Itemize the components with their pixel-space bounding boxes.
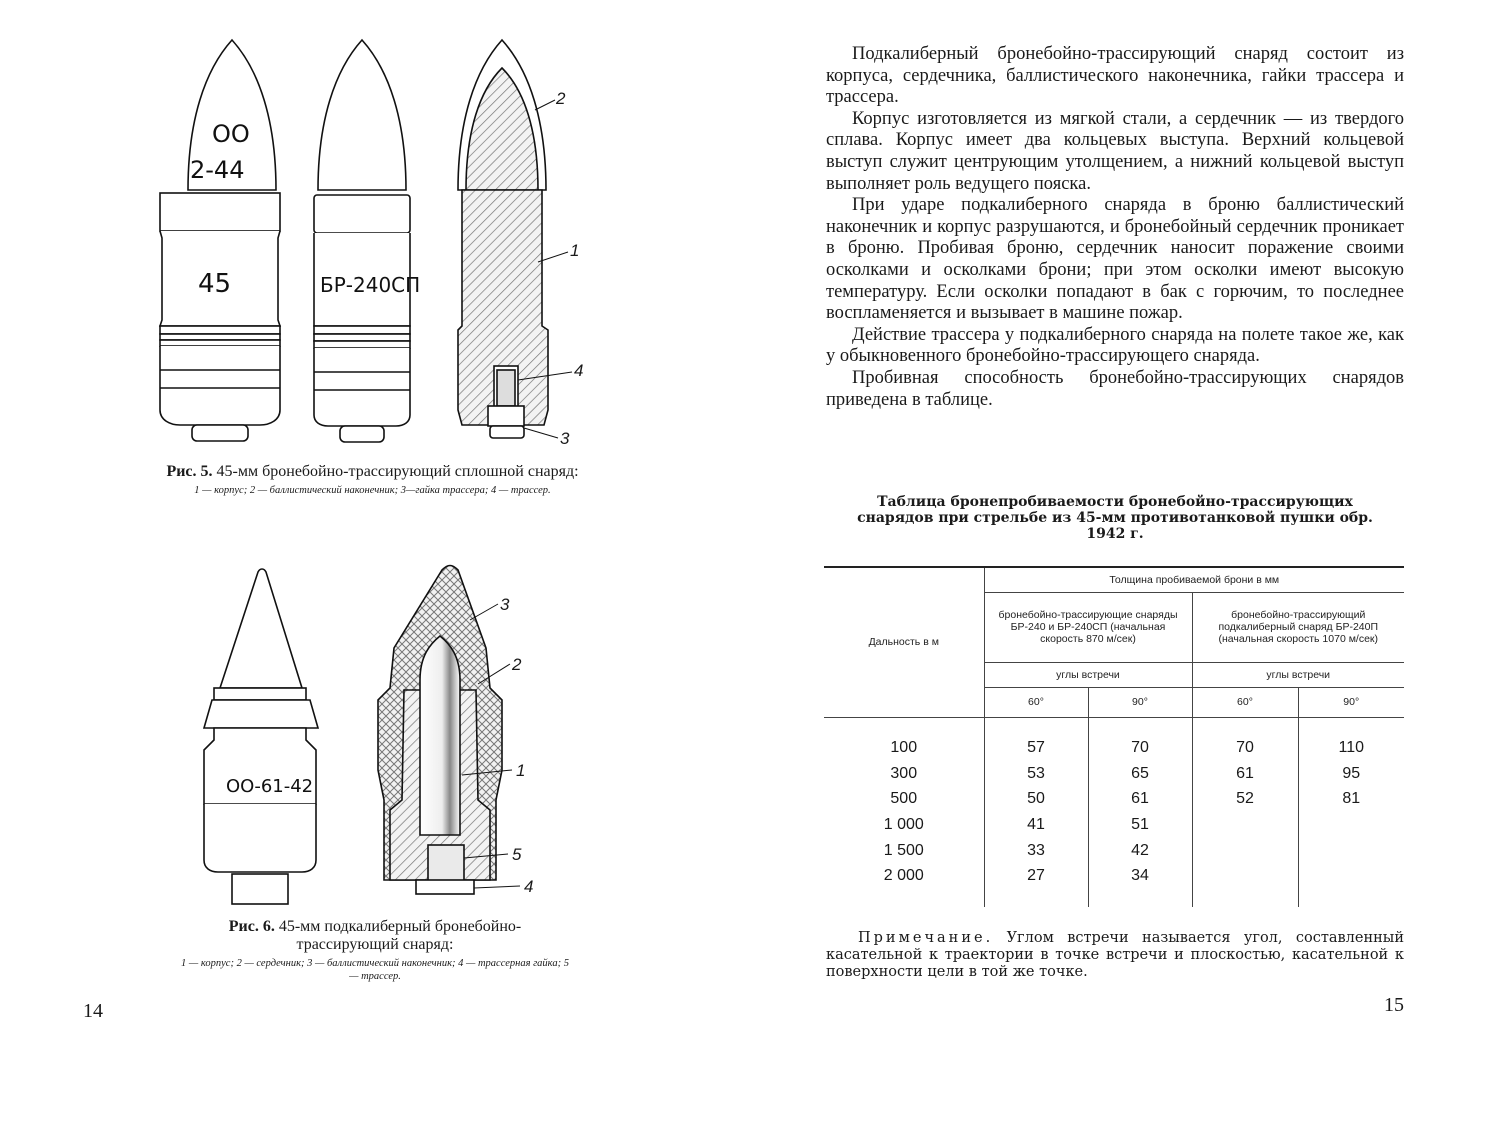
table-row [824,863,1404,889]
stamp-top-1: ОО [212,120,250,148]
cell-value: 95 [1342,764,1361,782]
cell-value: 27 [984,863,1088,889]
fig5-callout-2: 2 [556,89,566,108]
header-armor-thickness: Толщина пробиваемой брони в мм [984,567,1404,592]
header-angle-60-a: 60° [984,687,1088,717]
cell-value: 34 [1088,863,1192,889]
cell-value: 110 [1338,739,1364,757]
fig5-caption-prefix: Рис. 5. [166,463,213,480]
cell-value: 57 [984,736,1088,762]
header-range: Дальность в м [824,567,984,717]
header-angle-90-a: 90° [1088,687,1192,717]
header-angle-60-b: 60° [1192,687,1298,717]
cell-value: 61 [1088,787,1192,813]
cell-range: 500 [824,787,984,813]
penetration-table-wrap [824,566,1404,907]
table-body [824,736,1404,890]
header-angles-1: углы встречи [984,662,1192,687]
penetration-table [824,566,1404,907]
cell-value [1192,812,1298,838]
table-title: Таблица бронепробиваемости бронебойно-трассирующих снарядов при стрельбе из 45-мм противотанковой пушки обр. 1942 г. [857,494,1373,542]
table-row [824,838,1404,864]
fig6-caption-prefix: Рис. 6. [228,918,275,935]
cell-value [1192,838,1298,864]
fig6-callout-2: 2 [512,655,522,674]
cell-value [1298,838,1404,864]
paragraph-2: Корпус изготовляется из мягкой стали, а сердечник — из твердого сплава. Корпус имеет два кольцевых выступа. Верхний кольцевой выступ служит центрующим утолщением, а нижний кольцевой выступ выполняет роль ведущего пояска. [826,108,1404,194]
figure-5-drawing [140,30,600,460]
cell-value [1298,812,1404,838]
cell-value: 50 [984,787,1088,813]
fig6-callout-3: 3 [500,595,510,614]
cell-value [1192,863,1298,889]
shell-solid-br240sp [314,40,410,442]
cell-value: 33 [984,838,1088,864]
figure-6-caption [180,918,570,983]
stamp-caliber: 45 [198,269,232,299]
table-row [824,736,1404,762]
fig5-caption-text: 45-мм бронебойно-трассирующий сплошной снаряд: [216,463,579,480]
cell-value: 70 [1192,736,1298,762]
header-angles-2: углы встречи [1192,662,1404,687]
fig5-callout-4: 4 [574,361,584,380]
page-number-left: 14 [83,1000,103,1022]
paragraph-3: При ударе подкалиберного снаряда в броню баллистический наконечник и корпус разрушаются, и бронебойный сердечник проникает в броню. Пробивая броню, сердечник наносит поражение своими осколками и осколками брони; при этом осколки имеют высокую температуру. Если осколки попадают в бак с горючим, то последнее воспламеняется и вызывает в машине пожар. [826,195,1404,324]
fig6-callout-5: 5 [512,845,522,864]
note-text: Углом встречи называется угол, составленный касательной к траектории в точке встречи и плоскостью, касательной к поверхности цели в той же точке. [826,930,1404,980]
body-text [826,44,1404,411]
header-angle-90-b: 90° [1298,687,1404,717]
fig6-callout-4: 4 [524,877,534,896]
paragraph-4: Действие трассера у подкалиберного снаряда на полете такое же, как у обыкновенного бронебойно-трассирующего снаряда. [826,324,1404,367]
figure-6-drawing [190,560,560,915]
shell-subcaliber-cross-section [378,566,502,895]
table-note [826,930,1404,981]
cell-value: 52 [1192,787,1298,813]
cell-range: 2 000 [824,863,984,889]
fig6-legend: 1 — корпус; 2 — сердечник; 3 — баллистический наконечник; 4 — трассерная гайка; 5 — трассер. [181,958,569,982]
page-number-right: 15 [1384,994,1404,1016]
cell-value: 41 [984,812,1088,838]
stamp-br240sp: БР-240СП [320,273,421,297]
table-row [824,812,1404,838]
table-row [824,787,1404,813]
cell-range: 300 [824,761,984,787]
stamp-fig6: ОО-61-42 [226,776,314,797]
header-group-subcaliber: бронебойно-трассирующий подкалиберный снаряд БР-240П (начальная скорость 1070 м/сек) [1192,592,1404,662]
shell-cross-section-fig5 [458,40,548,438]
cell-value: 51 [1088,812,1192,838]
cell-range: 100 [824,736,984,762]
fig6-caption-text: 45-мм подкалиберный бронебойно-трассирующий снаряд: [278,918,522,953]
fig5-legend: 1 — корпус; 2 — баллистический наконечник; 3—гайка трассера; 4 — трассер. [194,485,551,496]
cell-value: 70 [1088,736,1192,762]
fig6-callout-1: 1 [516,761,526,780]
cell-value: 65 [1088,761,1192,787]
paragraph-5: Пробивная способность бронебойно-трассирующих снарядов приведена в таблице. [826,367,1404,410]
shell-solid-marked [160,40,280,441]
note-label: Примечание. [858,930,994,946]
stamp-top-2: 2-44 [190,156,245,184]
header-group-standard: бронебойно-трассирующие снаряды БР-240 и БР-240СП (начальная скорость 870 м/сек) [984,592,1192,662]
cell-value: 53 [984,761,1088,787]
cell-value: 81 [1342,790,1361,808]
paragraph-1: Подкалиберный бронебойно-трассирующий снаряд состоит из корпуса, сердечника, баллистического наконечника, гайки трассера и трассера. [826,44,1404,108]
figure-5-caption [155,463,590,497]
cell-range: 1 500 [824,838,984,864]
cell-range: 1 000 [824,812,984,838]
fig5-callout-1: 1 [570,241,580,260]
fig5-callout-3: 3 [560,429,570,448]
cell-value: 61 [1192,761,1298,787]
shell-subcaliber-external [204,569,318,904]
cell-value: 42 [1088,838,1192,864]
table-row [824,761,1404,787]
cell-value [1298,863,1404,889]
